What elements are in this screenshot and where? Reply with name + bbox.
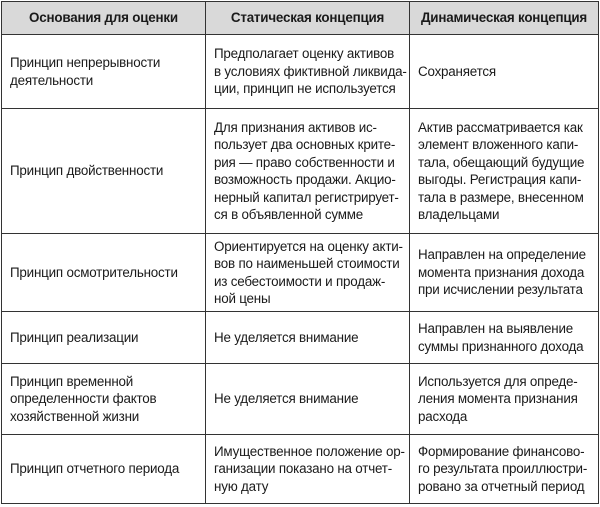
- basis-cell: [2, 364, 206, 435]
- cell-line: нерный капитал регистрирует-: [214, 189, 399, 205]
- cell-line: ции, принцип не используется: [214, 81, 396, 97]
- cell-line: Принцип отчетного периода: [10, 461, 180, 477]
- cell-line: Актив рассматривается как: [418, 119, 583, 135]
- cell-line: Сохраняется: [418, 63, 496, 79]
- basis-cell: [2, 312, 206, 364]
- concepts-comparison-table: [1, 1, 599, 504]
- static-cell: [206, 435, 410, 504]
- cell-line: рия — право собственности и: [214, 154, 395, 170]
- cell-line: ганизации показано на отчет-: [214, 461, 392, 477]
- static-cell: [206, 312, 410, 364]
- cell-line: Ориентируется на оценку акти-: [214, 238, 403, 254]
- static-cell: [206, 109, 410, 234]
- cell-line: Предполагает оценку активов: [214, 46, 395, 62]
- basis-cell: [2, 109, 206, 234]
- cell-line: Направлен на определение: [418, 247, 586, 263]
- cell-line: ной цены: [214, 291, 271, 306]
- dynamic-cell: [410, 234, 599, 312]
- cell-line: Принцип временной: [10, 373, 134, 389]
- cell-line: владельцами: [418, 207, 500, 222]
- static-cell: [206, 234, 410, 312]
- cell-line: момента признания дохода: [418, 264, 585, 280]
- table-row: [2, 109, 599, 234]
- cell-line: Формирование финансово-: [418, 443, 585, 459]
- dynamic-cell: [410, 312, 599, 364]
- cell-line: суммы признанного дохода: [418, 338, 584, 354]
- cell-line: Принцип осмотрительности: [10, 264, 178, 280]
- table-row: [2, 35, 599, 109]
- cell-line: деятельности: [10, 72, 94, 88]
- cell-line: тала, обещающий будущие: [418, 154, 585, 170]
- cell-line: возможность продажи. Акцио-: [214, 172, 396, 187]
- dynamic-cell: [410, 364, 599, 435]
- cell-line: Принцип непрерывности: [10, 55, 161, 70]
- dynamic-cell: [410, 35, 599, 109]
- cell-line: Направлен на выявление: [418, 321, 573, 336]
- header-dynamic-concept: Динамическая концепция: [410, 2, 599, 35]
- cell-line: ся в объявленной сумме: [214, 207, 363, 222]
- cell-line: Принцип двойственности: [10, 163, 164, 179]
- table-row: [2, 435, 599, 504]
- cell-line: Для признания активов ис-: [214, 119, 377, 135]
- concepts-comparison-table-wrapper: [1, 1, 598, 504]
- basis-cell: [2, 234, 206, 312]
- dynamic-cell: [410, 435, 599, 504]
- header-row: [2, 2, 599, 35]
- cell-line: хозяйственной жизни: [10, 408, 140, 424]
- cell-line: тала в размере, внесенном: [418, 189, 584, 205]
- cell-line: Не уделяется внимание: [214, 329, 359, 345]
- header-basis: Основания для оценки: [2, 2, 206, 35]
- cell-line: расхода: [418, 408, 468, 424]
- cell-line: ровано за отчетный период: [418, 478, 585, 494]
- table-row: [2, 364, 599, 435]
- basis-cell: [2, 435, 206, 504]
- dynamic-cell: [410, 109, 599, 234]
- cell-line: Принцип реализации: [10, 329, 139, 345]
- cell-line: вов по наименьшей стоимости: [214, 256, 400, 271]
- static-cell: [206, 35, 410, 109]
- cell-line: из себестоимости и продаж-: [214, 273, 386, 289]
- basis-cell: [2, 35, 206, 109]
- cell-line: выгоды. Регистрация капи-: [418, 172, 582, 187]
- table-row: [2, 312, 599, 364]
- cell-line: определенности фактов: [10, 391, 157, 407]
- cell-line: Не уделяется внимание: [214, 391, 359, 407]
- cell-line: при исчислении результата: [418, 282, 583, 298]
- cell-line: элемент вложенного капи-: [418, 137, 579, 152]
- table-row: [2, 234, 599, 312]
- cell-line: Используется для опреде-: [418, 373, 578, 389]
- cell-line: пользует два основных крите-: [214, 137, 396, 152]
- header-static-concept: Статическая концепция: [206, 2, 410, 35]
- cell-line: в условиях фиктивной ликвида-: [214, 63, 407, 79]
- static-cell: [206, 364, 410, 435]
- cell-line: ления момента признания: [418, 391, 578, 407]
- cell-line: ную дату: [214, 478, 269, 494]
- cell-line: Имущественное положение ор-: [214, 443, 405, 459]
- cell-line: го результата проиллюстри-: [418, 461, 588, 477]
